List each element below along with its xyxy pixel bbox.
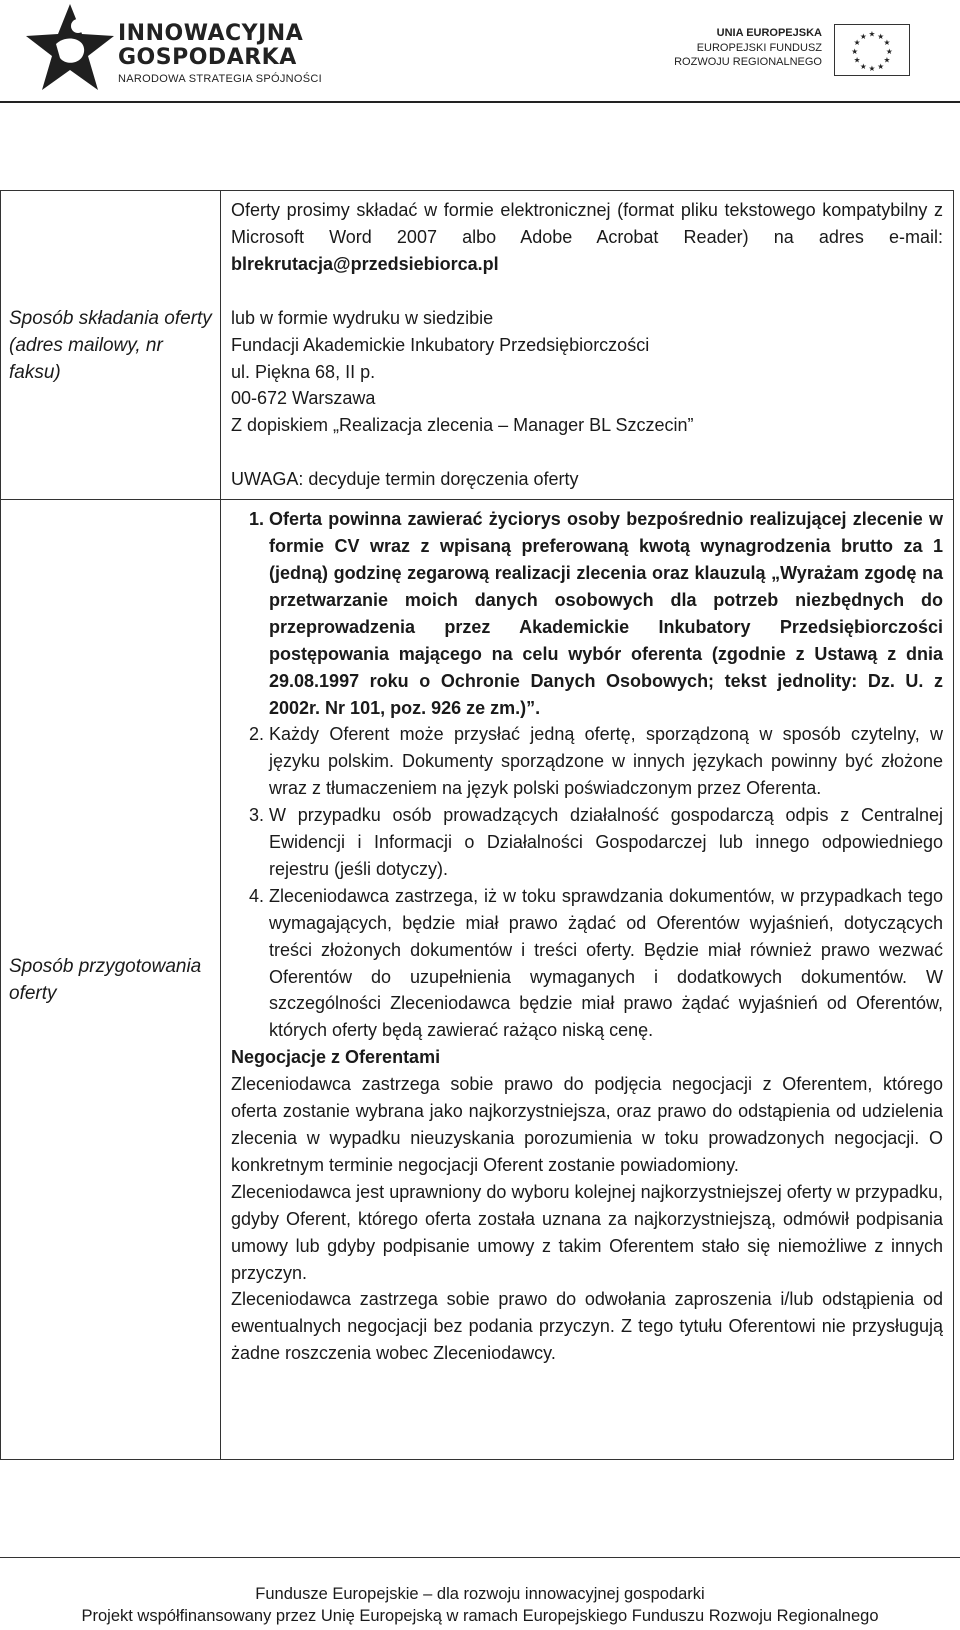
- svg-text:★: ★: [859, 31, 867, 41]
- row-content-preparation: [221, 500, 954, 1460]
- offer-info-table: [0, 190, 954, 1460]
- delivery-note: UWAGA: decyduje termin doręczenia oferty: [231, 469, 579, 490]
- star-figure-logo-icon: [26, 4, 114, 92]
- logo-line-2: GOSPODARKA: [118, 45, 297, 70]
- eu-logo: [674, 24, 924, 76]
- offer-conditions-list: [231, 506, 943, 1044]
- svg-text:★: ★: [859, 61, 867, 71]
- svg-text:★: ★: [851, 46, 859, 56]
- logo-line-1: INNOWACYJNA: [118, 21, 304, 46]
- submission-paragraph: [231, 197, 943, 278]
- row-content-submission: [221, 191, 954, 500]
- submission-text: Oferty prosimy składać w formie elektronicznej (format pliku tekstowego kompatybilny z Microsoft Word 2007 albo Adobe Acrobat Reader) na adres e-mail:: [231, 200, 943, 247]
- svg-text:★: ★: [885, 46, 893, 56]
- logo-line-3: NARODOWA STRATEGIA SPÓJNOŚCI: [118, 73, 322, 85]
- table-row: [1, 191, 954, 500]
- svg-text:★: ★: [883, 55, 891, 65]
- list-item: 2. Każdy Oferent może przysłać jedną ofertę, sporządzoną w sposób czytelny, w języku polskim. Dokumenty sporządzone w innych językach powinny być złożone wraz z tłumaczeniem na język polski poświadczonym przez Oferenta.: [269, 721, 943, 802]
- address-line: Fundacji Akademickie Inkubatory Przedsiębiorczości: [231, 334, 650, 355]
- svg-text:★: ★: [868, 64, 876, 74]
- eu-logo-line-3: ROZWOJU REGIONALNEGO: [674, 56, 822, 68]
- submission-email: blrekrutacja@przedsiebiorca.pl: [231, 253, 499, 274]
- eu-logo-line-2: EUROPEJSKI FUNDUSZ: [696, 42, 822, 54]
- eu-logo-line-1: UNIA EUROPEJSKA: [716, 27, 822, 39]
- svg-text:★: ★: [877, 31, 885, 41]
- row-label-submission: Sposób składania oferty (adres mailowy, nr faksu): [1, 191, 221, 500]
- svg-text:★: ★: [877, 61, 885, 71]
- footer-divider: [0, 1557, 960, 1558]
- address-line: 00-672 Warszawa: [231, 388, 376, 409]
- innowacyjna-gospodarka-logo: [26, 4, 326, 92]
- negotiation-paragraph: Zleceniodawca zastrzega sobie prawo do odwołania zaproszenia i/lub odstąpienia od ewentualnych negocjacji bez podania przyczyn. Z tego tytułu Oferentowi nie przysługują żadne roszczenia wobec Zleceniodawcy.: [231, 1289, 943, 1364]
- eu-flag-icon: [834, 24, 910, 76]
- list-item: 3. W przypadku osób prowadzących działalność gospodarczą odpis z Centralnej Ewidencji i Informacji o Działalności Gospodarczej lub innego odpowiedniego rejestru (jeśli dotyczy).: [269, 802, 943, 883]
- page-header: [0, 0, 960, 104]
- row-label-preparation: Sposób przygotowania oferty: [1, 500, 221, 1460]
- page-footer: [0, 1583, 960, 1627]
- negotiation-paragraph: Zleceniodawca zastrzega sobie prawo do podjęcia negocjacji z Oferentem, którego oferta zostanie wybrana jako najkorzystniejsza, oraz prawo do odstąpienia od udzielenia zlecenia w wypadku nieuzyskania porozumienia w toku prowadzonych negocjacji. O konkretnym terminie negocjacji Oferent zostanie powiadomiony.: [231, 1074, 943, 1175]
- footer-line-2: Projekt współfinansowany przez Unię Europejską w ramach Europejskiego Funduszu Rozwoju Regionalnego: [81, 1607, 879, 1625]
- address-line: ul. Piękna 68, II p.: [231, 361, 376, 382]
- svg-text:★: ★: [853, 55, 861, 65]
- address-line: lub w formie wydruku w siedzibie: [231, 307, 494, 328]
- svg-text:★: ★: [883, 38, 891, 48]
- header-divider: [0, 101, 960, 103]
- address-line: Z dopiskiem „Realizacja zlecenia – Manager BL Szczecin”: [231, 415, 694, 436]
- negotiation-paragraph: Zleceniodawca jest uprawniony do wyboru kolejnej najkorzystniejszej oferty w przypadku, gdyby Oferent, którego oferta została uznana za najkorzystniejszą, odmówił podpisania umowy lub gdyby podpisanie umowy z takim Oferentem stało się niemożliwe z innych przyczyn.: [231, 1181, 943, 1283]
- table-row: [1, 500, 954, 1460]
- list-item: 1. Oferta powinna zawierać życiorys osoby bezpośrednio realizującej zlecenie w formie CV wraz z wpisaną preferowaną kwotą wynagrodzenia brutto za 1 (jedną) godzinę zegarową realizacji zlecenia oraz klauzulą „Wyrażam zgodę na przetwarzanie moich danych osobowych dla potrzeb niezbędnych do przeprowadzenia przez Akademickie Inkubatory Przedsiębiorczości postępowania mającego na celu wybór oferenta (zgodnie z Ustawą z dnia 29.08.1997 roku o Ochronie Danych Osobowych; tekst jednolity: Dz. U. z 2002r. Nr 101, poz. 926 ze zm.)”.: [269, 506, 943, 721]
- svg-text:★: ★: [853, 38, 861, 48]
- negotiation-heading: Negocjacje z Oferentami: [231, 1047, 441, 1068]
- svg-text:★: ★: [868, 29, 876, 39]
- list-item: 4. Zleceniodawca zastrzega, iż w toku sprawdzania dokumentów, w przypadkach tego wymagających, będzie miał prawo żądać od Oferentów wyjaśnień, dotyczących treści złożonych dokumentów i treści oferty. Będzie miał również prawo wezwać Oferentów do uzupełnienia wymaganych i dodatkowych dokumentów. W szczególności Zleceniodawca będzie miał prawo żądać wyjaśnień od Oferentów, których oferty będą zawierać rażąco niską cenę.: [269, 883, 943, 1044]
- footer-line-1: Fundusze Europejskie – dla rozwoju innowacyjnej gospodarki: [255, 1585, 705, 1603]
